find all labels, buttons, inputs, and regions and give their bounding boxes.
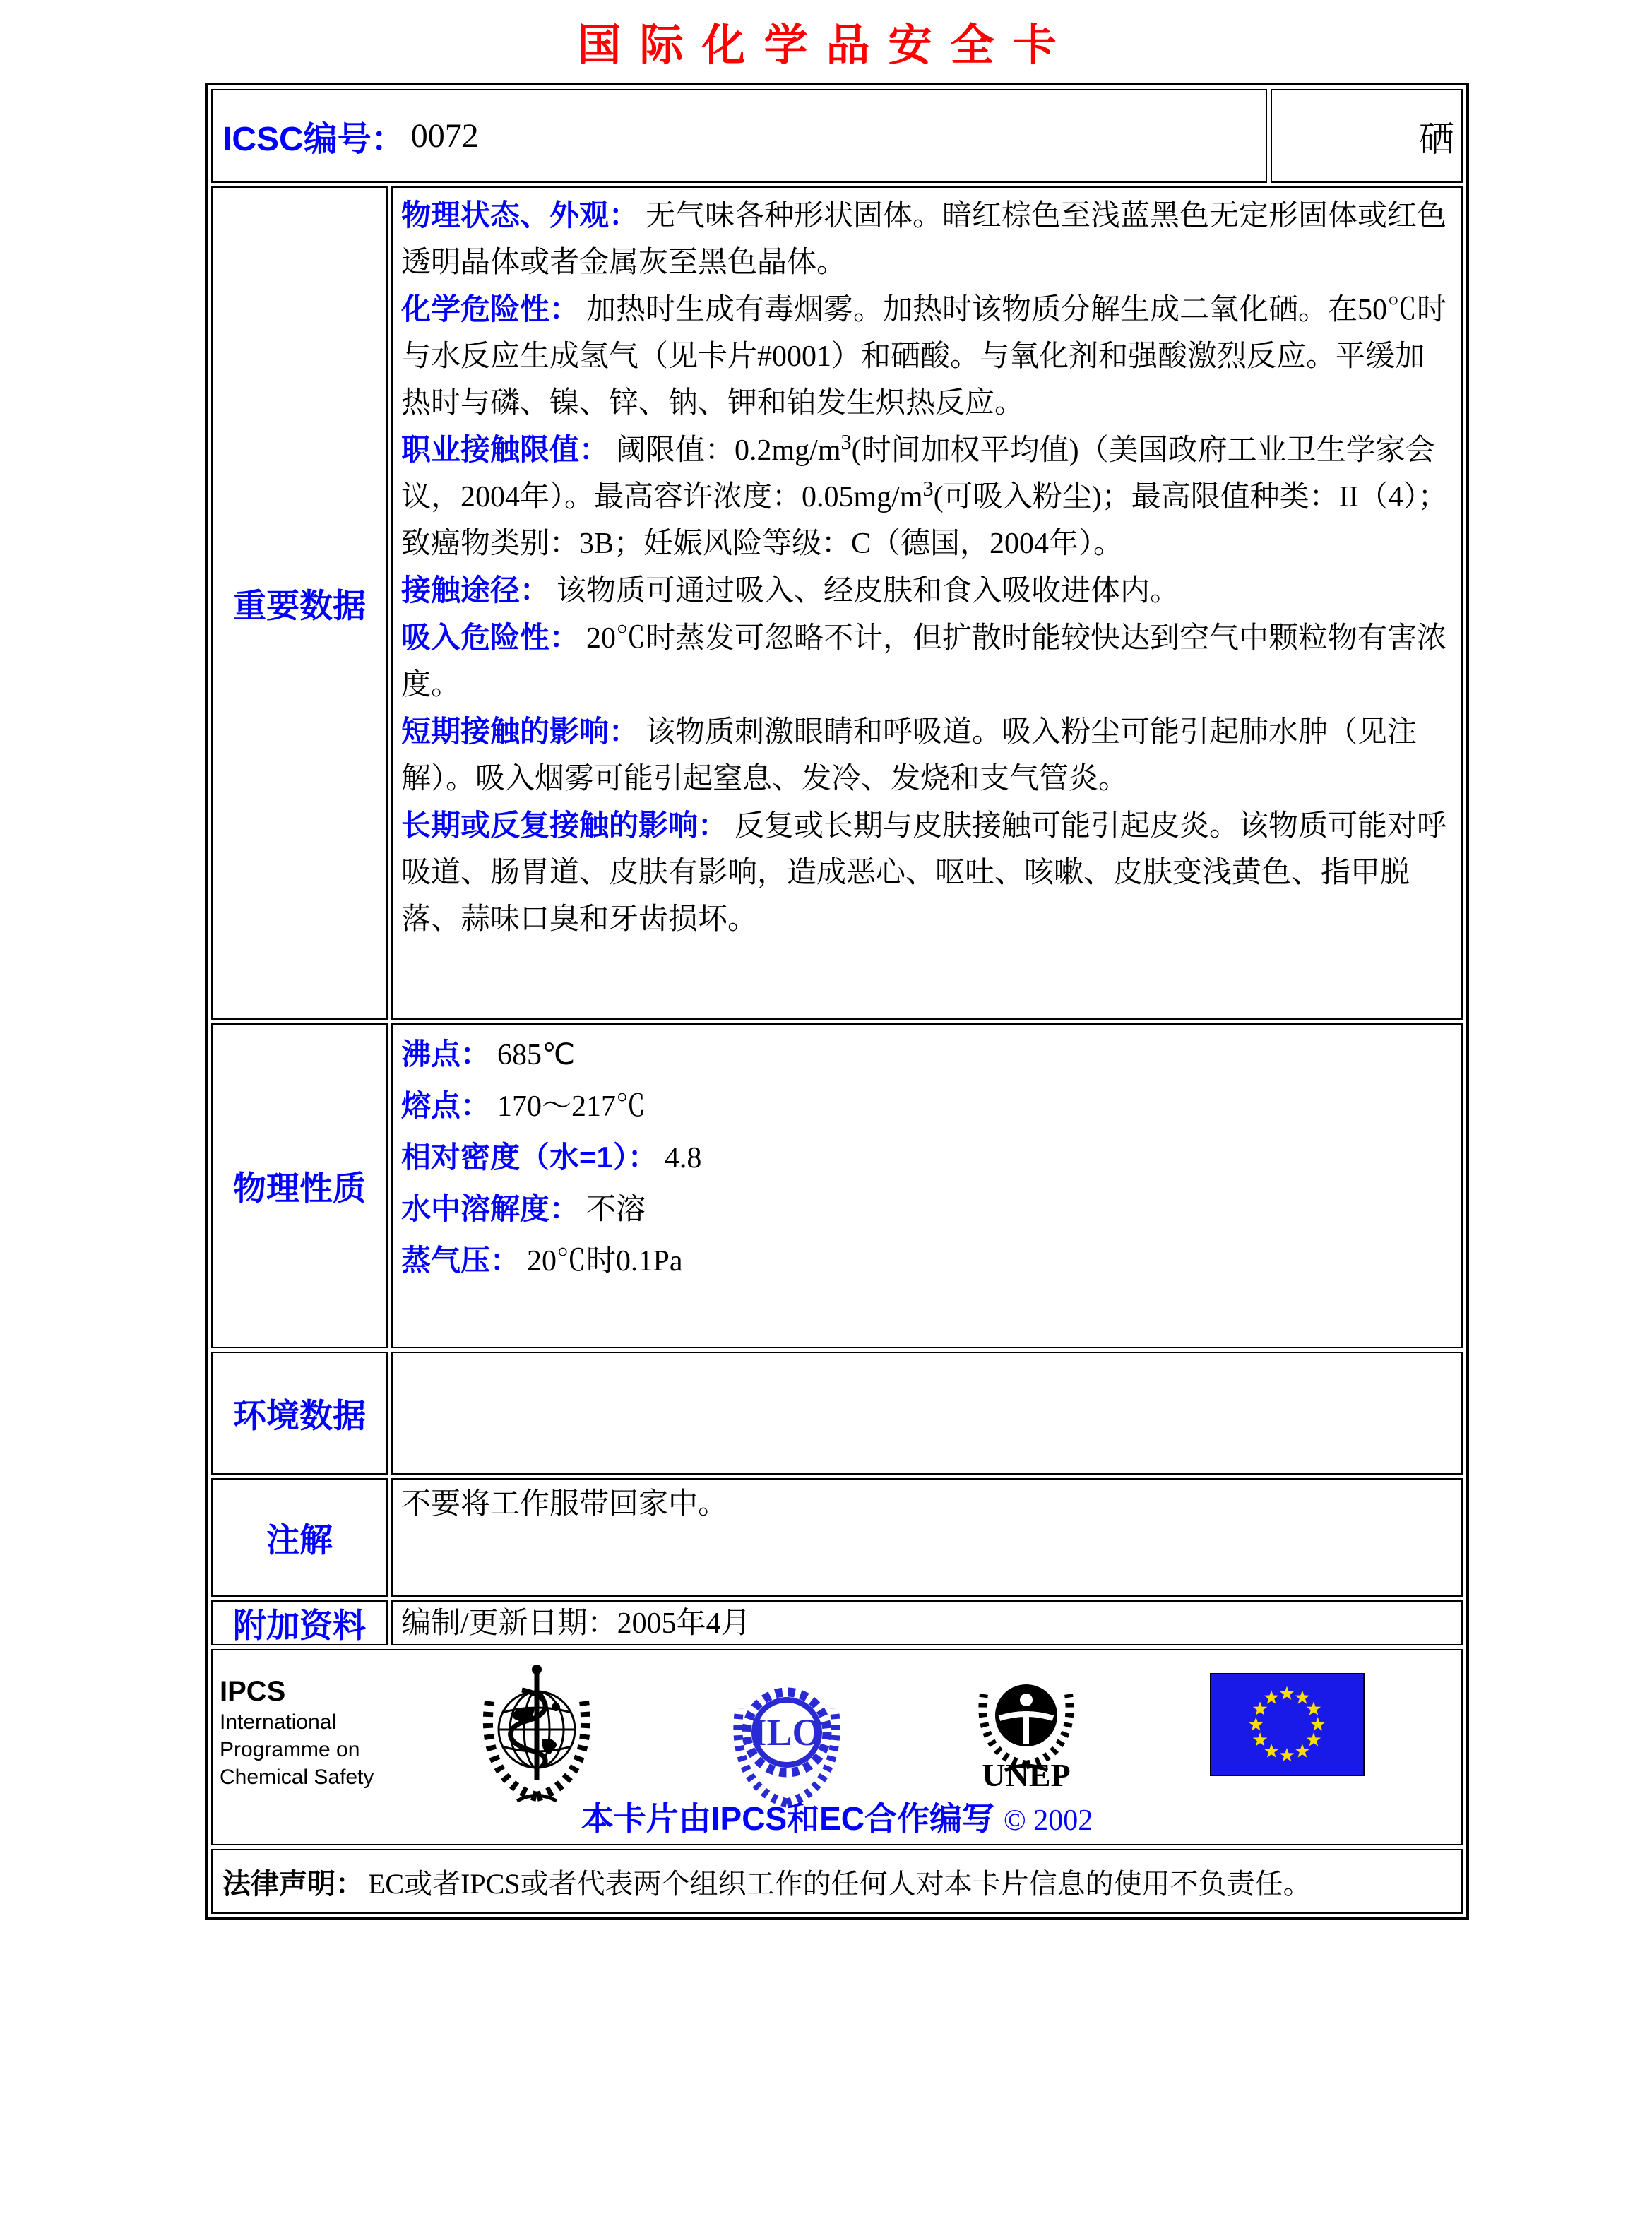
row-label-additional-info [211, 1600, 388, 1645]
important-data-item-label: 短期接触的影响： [401, 715, 639, 748]
ipcs-line-2: Programme on [220, 1738, 360, 1761]
physical-property-label: 沸点： [401, 1037, 491, 1071]
important-data-item: 职业接触限值： 阈限值：$0.2mg/m^3$(时间加权平均值)（美国政府工业卫生学家会议，2004年）。最高容许浓度：$0.05mg/m^3$(可吸入粉尘)；最高限值种类：II（4）；致癌物类别：3B；妊娠风险等级：C（德国，2004年）。 [401, 430, 1448, 560]
icsc-card-table [205, 83, 1469, 1920]
eu-flag-icon [1210, 1673, 1365, 1776]
icsc-number-label: ICSC编号： [222, 121, 405, 158]
copyright-text: © 2002 [1003, 1804, 1093, 1837]
row-label-text: 物理性质 [233, 1169, 366, 1207]
page-title: 国际化学品安全卡 [577, 22, 1075, 70]
icsc-number-value: 0072 [410, 117, 479, 155]
physical-property-label: 熔点： [401, 1089, 491, 1122]
ipcs-line-1: International [220, 1710, 337, 1734]
important-data-item-label: 职业接触限值： [401, 433, 610, 466]
row-label-text: 注解 [266, 1520, 333, 1559]
important-data-item-label: 接触途径： [401, 573, 550, 607]
ilo-emblem-icon [720, 1667, 854, 1812]
important-data-item: 短期接触的影响： 该物质刺激眼睛和呼吸道。吸入粉尘可能引起肺水肿（见注解）。吸入烟雾可能引起窒息、发冷、发烧和支气管炎。 [401, 715, 1418, 795]
who-emblem-icon [473, 1659, 601, 1811]
ipcs-text-block [220, 1674, 374, 1791]
physical-property-item: 水中溶解度： 不溶 [401, 1192, 646, 1226]
physical-properties-content [391, 1023, 1463, 1348]
header-row [211, 89, 1463, 183]
physical-property-label: 蒸气压： [401, 1244, 521, 1277]
legal-statement-label: 法律声明： [222, 1868, 364, 1900]
important-data-item-label: 化学危险性： [401, 292, 580, 326]
row-label-notes [211, 1478, 388, 1597]
important-data-item: 接触途径： 该物质可通过吸入、经皮肤和食入吸收进体内。 [401, 573, 1180, 607]
logos-row [211, 1649, 1463, 1845]
important-data-content [391, 186, 1463, 1020]
important-data-item-label: 长期或反复接触的影响： [401, 809, 728, 842]
environmental-data-content [391, 1352, 1463, 1475]
physical-property-label: 相对密度（水=1）： [401, 1141, 658, 1174]
chemical-name-cell [1271, 89, 1463, 183]
important-data-item: 吸入危险性： 20℃时蒸发可忽略不计，但扩散时能较快达到空气中颗粒物有害浓度。 [401, 621, 1447, 701]
ipcs-line-3: Chemical Safety [220, 1766, 374, 1789]
important-data-item-label: 吸入危险性： [401, 621, 580, 654]
row-label-environmental-data [211, 1352, 388, 1475]
row-label-text: 附加资料 [233, 1606, 366, 1644]
physical-property-item: 熔点： 170～217℃ [401, 1089, 646, 1123]
ipcs-abbreviation: IPCS [220, 1676, 286, 1707]
physical-property-item: 蒸气压： 20℃时0.1Pa [401, 1244, 683, 1278]
important-data-item: 化学危险性： 加热时生成有毒烟雾。加热时该物质分解生成二氧化硒。在50℃时与水反应生成氢气（见卡片#0001）和硒酸。与氧化剂和强酸激烈反应。平缓加热时与磷、镍、锌、钠、钾和铂发生炽热反应。 [401, 292, 1447, 419]
row-label-important-data [211, 186, 388, 1020]
additional-info-content: 编制/更新日期：2005年4月 [391, 1600, 1463, 1645]
legal-statement-cell [211, 1849, 1463, 1914]
chemical-name: 硒 [1419, 119, 1454, 159]
legal-row [211, 1849, 1463, 1914]
important-data-row [211, 186, 1463, 1020]
additional-info-row [211, 1600, 1463, 1645]
icsc-number-cell [211, 89, 1267, 183]
unep-label: UNEP [982, 1757, 1071, 1789]
cooperation-caption-text: 本卡片由IPCS和EC合作编写 [581, 1800, 995, 1837]
unep-emblem-icon [956, 1660, 1097, 1792]
physical-property-item: 沸点： 685℃ [401, 1037, 576, 1071]
physical-property-item: 相对密度（水=1）： 4.8 [401, 1141, 702, 1174]
important-data-item-label: 物理状态、外观： [401, 198, 639, 232]
physical-properties-row [211, 1023, 1463, 1348]
physical-property-label: 水中溶解度： [401, 1192, 580, 1225]
svg-text:ILO: ILO [751, 1711, 822, 1754]
important-data-item: 长期或反复接触的影响： 反复或长期与皮肤接触可能引起皮炎。该物质可能对呼吸道、肠胃道、皮肤有影响，造成恶心、呕吐、咳嗽、皮肤变浅黄色、指甲脱落、蒜味口臭和牙齿损坏。 [401, 809, 1447, 936]
environmental-data-row [211, 1352, 1463, 1475]
legal-statement-text: EC或者IPCS或者代表两个组织工作的任何人对本卡片信息的使用不负责任。 [368, 1867, 1312, 1900]
notes-row [211, 1478, 1463, 1597]
notes-content: 不要将工作服带回家中。 [391, 1478, 1463, 1597]
cooperation-caption [213, 1793, 1461, 1840]
row-label-physical-properties [211, 1023, 388, 1348]
row-label-text: 重要数据 [233, 586, 366, 624]
row-label-text: 环境数据 [233, 1396, 366, 1434]
important-data-item: 物理状态、外观： 无气味各种形状固体。暗红棕色至浅蓝黑色无定形固体或红色透明晶体或者金属灰至黑色晶体。 [401, 198, 1447, 279]
logos-cell [211, 1649, 1463, 1845]
